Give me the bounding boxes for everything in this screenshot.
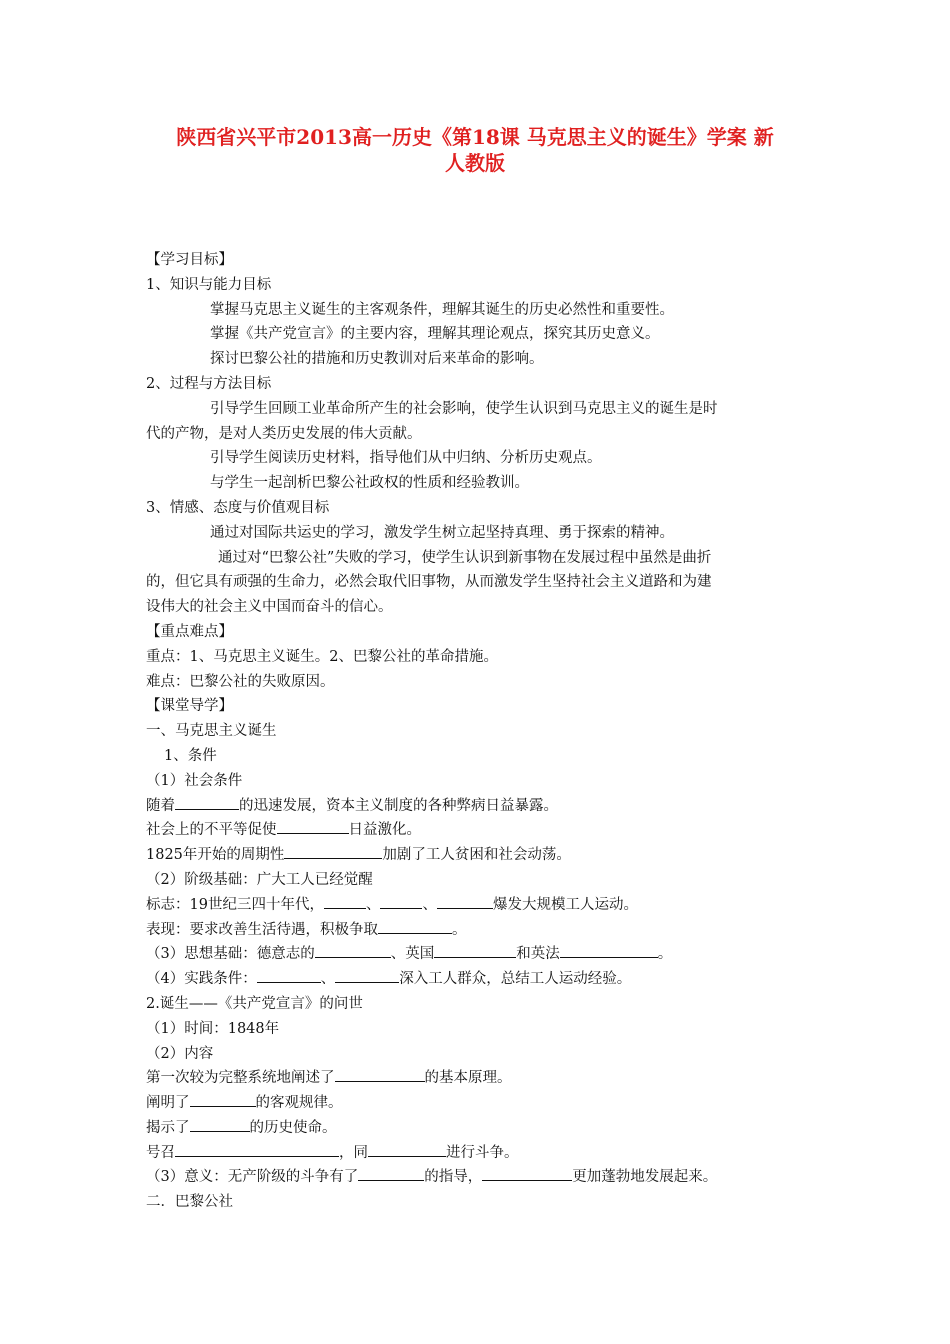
goal-2-item-cont: 代的产物，是对人类历史发展的伟大贡献。 bbox=[146, 425, 422, 442]
time-line: （1）时间：1848年 bbox=[146, 1020, 280, 1037]
key-point: 重点：1、马克思主义诞生。2、巴黎公社的革命措施。 bbox=[146, 648, 498, 665]
title-line-1: 陕西省兴平市2013高一历史《第18课 马克思主义的诞生》学案 新 bbox=[176, 125, 774, 149]
answer-blank[interactable] bbox=[175, 1142, 339, 1157]
goal-1-item: 掌握马克思主义诞生的主客观条件，理解其诞生的历史必然性和重要性。 bbox=[210, 301, 674, 318]
fill-line: 第一次较为完整系统地阐述了 的基本原理。 bbox=[146, 1066, 810, 1091]
fill-line: 阐明了 的客观规律。 bbox=[146, 1091, 810, 1116]
answer-blank[interactable] bbox=[380, 894, 422, 909]
goal-3-item: 通过对“巴黎公社”失败的学习，使学生认识到新事物在发展过程中虽然是曲折 bbox=[218, 549, 712, 566]
fill-line: 表现：要求改善生活待遇，积极争取 。 bbox=[146, 918, 810, 943]
answer-blank[interactable] bbox=[358, 1166, 424, 1181]
key-heading: 【重点难点】 bbox=[146, 623, 233, 640]
fill-line: 号召 ，同 进行斗争。 bbox=[146, 1141, 810, 1166]
content-heading: （2）内容 bbox=[146, 1045, 214, 1062]
fill-line: （3）思想基础：德意志的 、英国 和英法 。 bbox=[146, 942, 810, 967]
title-line-2: 人教版 bbox=[445, 151, 505, 175]
part-2-heading: 二．巴黎公社 bbox=[146, 1194, 233, 1211]
answer-blank[interactable] bbox=[482, 1166, 572, 1181]
goal-2-heading: 2、过程与方法目标 bbox=[146, 375, 272, 392]
goal-3-heading: 3、情感、态度与价值观目标 bbox=[146, 499, 330, 516]
goal-3-item: 通过对国际共运史的学习，激发学生树立起坚持真理、勇于探索的精神。 bbox=[210, 524, 674, 541]
birth-heading: 2.诞生——《共产党宣言》的问世 bbox=[146, 995, 363, 1012]
answer-blank[interactable] bbox=[190, 1117, 250, 1132]
answer-blank[interactable] bbox=[434, 943, 516, 958]
guide-heading: 【课堂导学】 bbox=[146, 698, 233, 715]
answer-blank[interactable] bbox=[190, 1092, 256, 1107]
goal-2-item: 引导学生阅读历史材料，指导他们从中归纳、分析历史观点。 bbox=[210, 450, 602, 467]
fill-line: （3）意义：无产阶级的斗争有了 的指导， 更加蓬勃地发展起来。 bbox=[146, 1165, 810, 1190]
class-basis: （2）阶级基础：广大工人已经觉醒 bbox=[146, 871, 373, 888]
goal-1-item: 探讨巴黎公社的措施和历史教训对后来革命的影响。 bbox=[210, 351, 544, 368]
social-conditions-heading: （1）社会条件 bbox=[146, 772, 243, 789]
difficulty: 难点：巴黎公社的失败原因。 bbox=[146, 673, 335, 690]
part-1-heading: 一、马克思主义诞生 bbox=[146, 723, 277, 740]
answer-blank[interactable] bbox=[368, 1142, 446, 1157]
answer-blank[interactable] bbox=[324, 894, 366, 909]
fill-line: 社会上的不平等促使 日益激化。 bbox=[146, 818, 810, 843]
fill-line: 1825年开始的周期性 加剧了工人贫困和社会动荡。 bbox=[146, 843, 810, 868]
answer-blank[interactable] bbox=[378, 919, 452, 934]
answer-blank[interactable] bbox=[257, 968, 321, 983]
goal-2-item: 与学生一起剖析巴黎公社政权的性质和经验教训。 bbox=[210, 475, 529, 492]
goal-3-item-cont: 的，但它具有顽强的生命力，必然会取代旧事物，从而激发学生坚持社会主义道路和为建 bbox=[146, 574, 712, 591]
goal-2-item: 引导学生回顾工业革命所产生的社会影响，使学生认识到马克思主义的诞生是时 bbox=[210, 400, 718, 417]
conditions-heading: 1、条件 bbox=[164, 747, 217, 764]
answer-blank[interactable] bbox=[315, 943, 391, 958]
answer-blank[interactable] bbox=[335, 1067, 425, 1082]
goal-1-heading: 1、知识与能力目标 bbox=[146, 276, 272, 293]
answer-blank[interactable] bbox=[560, 943, 658, 958]
answer-blank[interactable] bbox=[284, 844, 382, 859]
answer-blank[interactable] bbox=[175, 795, 239, 810]
fill-line: 标志：19世纪三四十年代， 、 、 爆发大规模工人运动。 bbox=[146, 893, 810, 918]
goal-1-item: 掌握《共产党宣言》的主要内容，理解其理论观点，探究其历史意义。 bbox=[210, 326, 660, 343]
goals-heading: 【学习目标】 bbox=[146, 252, 233, 268]
fill-line: 随着 的迅速发展，资本主义制度的各种弊病日益暴露。 bbox=[146, 794, 810, 819]
goal-3-item-cont: 设伟大的社会主义中国而奋斗的信心。 bbox=[146, 599, 393, 616]
fill-line: （4）实践条件： 、 深入工人群众，总结工人运动经验。 bbox=[146, 967, 810, 992]
answer-blank[interactable] bbox=[335, 968, 399, 983]
document-title bbox=[120, 124, 830, 176]
fill-line: 揭示了 的历史使命。 bbox=[146, 1116, 810, 1141]
document-body bbox=[146, 248, 810, 1215]
answer-blank[interactable] bbox=[277, 819, 349, 834]
answer-blank[interactable] bbox=[437, 894, 493, 909]
